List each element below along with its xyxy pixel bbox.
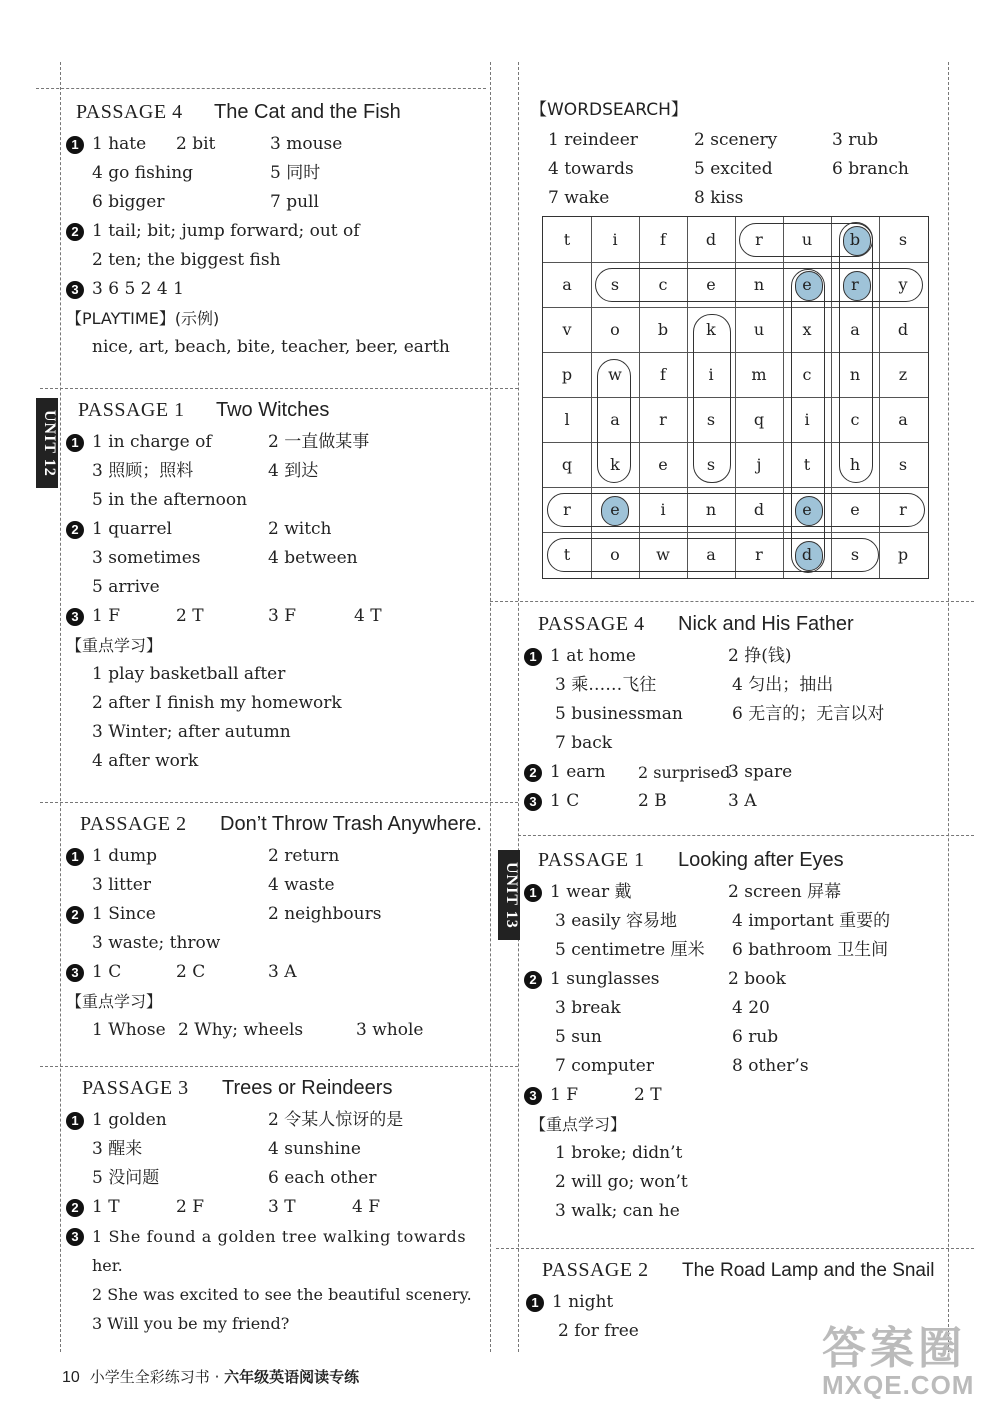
grid-cell: u <box>801 230 813 249</box>
grid-cell: r <box>755 230 763 249</box>
answer: 6 each other <box>268 1168 377 1188</box>
answer: 3 whole <box>356 1020 424 1040</box>
grid-cell: c <box>658 275 668 294</box>
answer: 2 screen 屏幕 <box>728 882 842 902</box>
answer: 2 She was excited to see the beautiful scenery. <box>92 1285 472 1304</box>
q1-marker: 1 <box>66 848 84 866</box>
answer: 5 businessman <box>555 704 683 724</box>
answer: 5 arrive <box>92 577 160 597</box>
page-footer <box>62 1366 359 1387</box>
grid-cell: e <box>610 500 620 519</box>
answer: 1 sunglasses <box>550 969 660 989</box>
answer: 1 golden <box>92 1110 167 1130</box>
grid-cell: y <box>898 275 908 294</box>
ws-word: 7 wake <box>548 188 610 208</box>
watermark-text: 答案圈 <box>822 1324 966 1373</box>
answer: 4 F <box>352 1197 381 1217</box>
answer: 1 night <box>552 1292 614 1312</box>
answer: 3 醒来 <box>92 1139 143 1159</box>
answer: 4 到达 <box>268 461 319 481</box>
column-divider-mid-b <box>518 62 519 1352</box>
answer: 3 mouse <box>270 134 343 154</box>
answer: 3 A <box>268 962 297 982</box>
answer: 4 sunshine <box>268 1139 361 1159</box>
passage-title: Trees or Reindeers <box>222 1077 393 1099</box>
grid-cell: s <box>706 410 716 429</box>
answer: 1 F <box>550 1085 579 1105</box>
answer: 1 at home <box>550 646 636 666</box>
ws-word: 8 kiss <box>694 188 744 208</box>
grid-cell: r <box>755 545 763 564</box>
top-rule-left <box>36 88 486 89</box>
q1-marker: 1 <box>524 648 542 666</box>
grid-cell: w <box>656 545 670 564</box>
grid-cell: p <box>561 365 573 384</box>
watermark <box>822 1312 974 1401</box>
answer: 2 neighbours <box>268 904 382 924</box>
grid-cell: c <box>802 365 812 384</box>
passage-title: Don’t Throw Trash Anywhere. <box>220 813 482 835</box>
q1-marker: 1 <box>66 434 84 452</box>
ws-word: 2 scenery <box>694 130 778 150</box>
column-divider-left <box>60 62 61 1352</box>
q3-marker: 3 <box>66 608 84 626</box>
right-passage-1 <box>524 846 954 1226</box>
answer: 1 C <box>92 962 122 982</box>
grid-cell: r <box>659 410 667 429</box>
passage-tag: PASSAGE 3 <box>82 1077 189 1099</box>
grid-cell: q <box>561 455 573 474</box>
wordsearch-label: 【WORDSEARCH】 <box>530 100 688 120</box>
passage-tag: PASSAGE 2 <box>542 1259 649 1281</box>
answer: 1 hate <box>92 134 147 154</box>
answer: 4 20 <box>732 998 770 1018</box>
passage-title: Looking after Eyes <box>678 849 844 871</box>
answer: 3 litter <box>92 875 151 895</box>
grid-cell: t <box>563 545 571 564</box>
grid-cell: a <box>898 410 908 429</box>
answer: 3 Will you be my friend? <box>92 1314 290 1333</box>
answer: 2 return <box>268 846 340 866</box>
q3-marker: 3 <box>66 281 84 299</box>
grid-cell: o <box>610 545 620 564</box>
unit-13-tab: UNIT 13 <box>498 850 520 940</box>
left-passage-4 <box>66 98 486 362</box>
grid-cell: p <box>897 545 909 564</box>
answer: 5 in the afternoon <box>92 490 248 510</box>
grid-cell: r <box>899 500 907 519</box>
answer: 4 匀出；抽出 <box>732 675 834 695</box>
answer: 5 centimetre 厘米 <box>555 940 705 960</box>
answer: 3 T <box>268 1197 296 1217</box>
grid-cell: k <box>706 320 716 339</box>
rule-5 <box>518 835 974 836</box>
answer: 1 earn <box>550 762 606 782</box>
grid-cell: f <box>660 365 666 384</box>
answer: 4 between <box>268 548 358 568</box>
right-passage-4 <box>524 610 954 816</box>
answer: 6 bigger <box>92 192 165 212</box>
answer: 1 dump <box>92 846 158 866</box>
answer: 2 一直做某事 <box>268 432 370 452</box>
q1-marker: 1 <box>526 1294 544 1312</box>
grid-cell: n <box>753 275 765 294</box>
playtime-label: 【PLAYTIME】(示例) <box>66 309 220 328</box>
answer: 2 bit <box>176 134 216 154</box>
answer: 7 computer <box>555 1056 654 1076</box>
passage-tag: PASSAGE 4 <box>538 613 645 635</box>
rule-2 <box>40 802 518 803</box>
answer: 6 bathroom 卫生间 <box>732 940 889 960</box>
grid-cell: c <box>850 410 860 429</box>
left-passage-1 <box>66 396 486 776</box>
answer: 1 T <box>92 1197 120 1217</box>
answer: 1 C <box>550 791 580 811</box>
q2-marker: 2 <box>66 906 84 924</box>
answer: 1 quarrel <box>92 519 172 539</box>
q1-marker: 1 <box>66 1112 84 1130</box>
ws-word: 4 towards <box>548 159 634 179</box>
q1-marker: 1 <box>524 884 542 902</box>
answer: nice, art, beach, bite, teacher, beer, earth <box>92 337 450 357</box>
answer: 3 A <box>728 791 757 811</box>
grid-cell: r <box>851 275 859 294</box>
answer: 1 tail; bit; jump forward; out of <box>92 221 360 241</box>
answer: 2 令某人惊讶的是 <box>268 1110 404 1130</box>
grid-cell: d <box>897 320 909 339</box>
answer: 1 wear 戴 <box>550 882 632 902</box>
answer: 5 同时 <box>270 163 321 183</box>
answer: 1 broke; didn’t <box>555 1143 683 1163</box>
ws-word: 3 rub <box>832 130 879 150</box>
answer: 3 照顾；照料 <box>92 461 194 481</box>
passage-title: Nick and His Father <box>678 613 854 635</box>
grid-cell: b <box>849 230 861 249</box>
answer: 2 C <box>176 962 206 982</box>
answer: 7 back <box>555 733 613 753</box>
rule-3 <box>40 1066 518 1067</box>
grid-cell: h <box>849 455 861 474</box>
book-name: 六年级英语阅读专练 <box>224 1368 360 1386</box>
answer: 3 easily 容易地 <box>555 911 678 931</box>
answer: 6 无言的；无言以对 <box>732 704 885 724</box>
answer: 1 play basketball after <box>92 664 286 684</box>
answer: 3 sometimes <box>92 548 201 568</box>
grid-cell: a <box>706 545 716 564</box>
answer: 4 waste <box>268 875 335 895</box>
answer: 3 乘……飞往 <box>555 675 657 695</box>
answer: 2 B <box>638 791 667 811</box>
grid-cell: l <box>564 410 570 429</box>
q2-marker: 2 <box>524 971 542 989</box>
answer: 2 ten; the biggest fish <box>92 250 281 270</box>
grid-cell: n <box>705 500 717 519</box>
page-number: 10 <box>62 1369 80 1386</box>
grid-cell: j <box>756 455 762 474</box>
grid-cell: a <box>850 320 860 339</box>
grid-cell: d <box>705 230 717 249</box>
grid-cell: i <box>708 365 714 384</box>
passage-tag: PASSAGE 1 <box>538 849 645 871</box>
key-label: 【重点学习】 <box>66 636 163 655</box>
answer: 3 spare <box>728 762 793 782</box>
answer: 2 Why; wheels <box>178 1020 304 1040</box>
grid-cell: s <box>610 275 620 294</box>
grid-cell: i <box>612 230 618 249</box>
passage-title: The Cat and the Fish <box>214 101 401 123</box>
grid-cell: o <box>610 320 620 339</box>
book-series: 小学生全彩练习书 · <box>89 1368 225 1386</box>
answer: 2 挣(钱) <box>728 646 792 666</box>
grid-cell: s <box>706 455 716 474</box>
answer: 3 walk; can he <box>555 1201 680 1221</box>
grid-cell: i <box>804 410 810 429</box>
grid-cell: q <box>753 410 765 429</box>
grid-cell: k <box>610 455 620 474</box>
grid-cell: s <box>850 545 860 564</box>
grid-cell: w <box>608 365 622 384</box>
grid-cell: f <box>660 230 666 249</box>
grid-cell: i <box>660 500 666 519</box>
grid-cell: r <box>563 500 571 519</box>
answer: 1 F <box>92 606 121 626</box>
answer: 1 in charge of <box>92 432 212 452</box>
q2-marker: 2 <box>66 223 84 241</box>
answer: 2 witch <box>268 519 332 539</box>
book-title <box>90 1366 359 1387</box>
grid-cell: d <box>801 545 813 564</box>
q2-marker: 2 <box>524 764 542 782</box>
wordsearch-grid <box>542 216 929 579</box>
answer: 1 Whose <box>92 1020 166 1040</box>
passage-tag: PASSAGE 2 <box>80 813 187 835</box>
grid-cell: e <box>802 500 812 519</box>
q2-marker: 2 <box>66 521 84 539</box>
answer: 2 book <box>728 969 786 989</box>
grid-cell: e <box>706 275 716 294</box>
q3-marker: 3 <box>66 1228 84 1246</box>
answer: 2 for free <box>558 1321 639 1341</box>
answer: 3 6 5 2 4 1 <box>92 279 184 299</box>
answer: 2 T <box>634 1085 662 1105</box>
grid-cell: a <box>562 275 572 294</box>
answer: 2 T <box>176 606 204 626</box>
q2-marker: 2 <box>66 1199 84 1217</box>
left-passage-3 <box>66 1074 496 1338</box>
answer: 4 after work <box>92 751 199 771</box>
grid-cell: s <box>898 455 908 474</box>
grid-cell: m <box>751 365 767 384</box>
passage-tag: PASSAGE 1 <box>78 399 185 421</box>
q1-marker: 1 <box>66 136 84 154</box>
watermark-url: MXQE.COM <box>822 1370 975 1400</box>
grid-cell: a <box>610 410 620 429</box>
grid-cell: d <box>753 500 765 519</box>
grid-cell: x <box>802 320 812 339</box>
answer: 5 没问题 <box>92 1168 160 1188</box>
answer: 4 important 重要的 <box>732 911 891 931</box>
ws-word: 1 reindeer <box>548 130 638 150</box>
grid-cell: t <box>803 455 811 474</box>
answer: 1 Since <box>92 904 156 924</box>
ws-word: 6 branch <box>832 159 909 179</box>
answer: 2 surprised <box>638 763 731 782</box>
answer: 2 will go; won’t <box>555 1172 688 1192</box>
grid-cell: e <box>850 500 860 519</box>
grid-cell: s <box>898 230 908 249</box>
answer: 4 T <box>354 606 382 626</box>
passage-tag: PASSAGE 4 <box>76 101 183 123</box>
grid-cell: e <box>802 275 812 294</box>
answer: 4 go fishing <box>92 163 194 183</box>
answer: 2 F <box>176 1197 205 1217</box>
answer: 8 other’s <box>732 1056 809 1076</box>
wordsearch-section <box>530 96 950 213</box>
answer: 3 break <box>555 998 621 1018</box>
grid-cell: n <box>849 365 861 384</box>
grid-cell: u <box>753 320 765 339</box>
q3-marker: 3 <box>524 1087 542 1105</box>
answer: 7 pull <box>270 192 319 212</box>
answer: 6 rub <box>732 1027 779 1047</box>
answer: 1 She found a golden tree walking towards <box>92 1227 467 1246</box>
left-passage-2 <box>66 810 490 1045</box>
key-label: 【重点学习】 <box>530 1115 627 1134</box>
key-label: 【重点学习】 <box>66 992 163 1011</box>
grid-cell: b <box>657 320 669 339</box>
passage-title: Two Witches <box>216 399 330 421</box>
q3-marker: 3 <box>66 964 84 982</box>
answer: her. <box>92 1256 123 1275</box>
rule-1 <box>40 388 518 389</box>
grid-cell: v <box>562 320 572 339</box>
answer: 3 Winter; after autumn <box>92 722 291 742</box>
grid-cell: e <box>658 455 668 474</box>
grid-cell: t <box>563 230 571 249</box>
rule-6 <box>496 1248 974 1249</box>
answer: 2 after I finish my homework <box>92 693 342 713</box>
answer: 3 waste; throw <box>92 933 221 953</box>
unit-12-tab: UNIT 12 <box>36 398 58 488</box>
grid-cell: z <box>898 365 908 384</box>
q3-marker: 3 <box>524 793 542 811</box>
answer: 3 F <box>268 606 297 626</box>
ws-word: 5 excited <box>694 159 773 179</box>
rule-4 <box>490 601 974 602</box>
answer: 5 sun <box>555 1027 602 1047</box>
passage-title: The Road Lamp and the Snail <box>682 1260 935 1281</box>
